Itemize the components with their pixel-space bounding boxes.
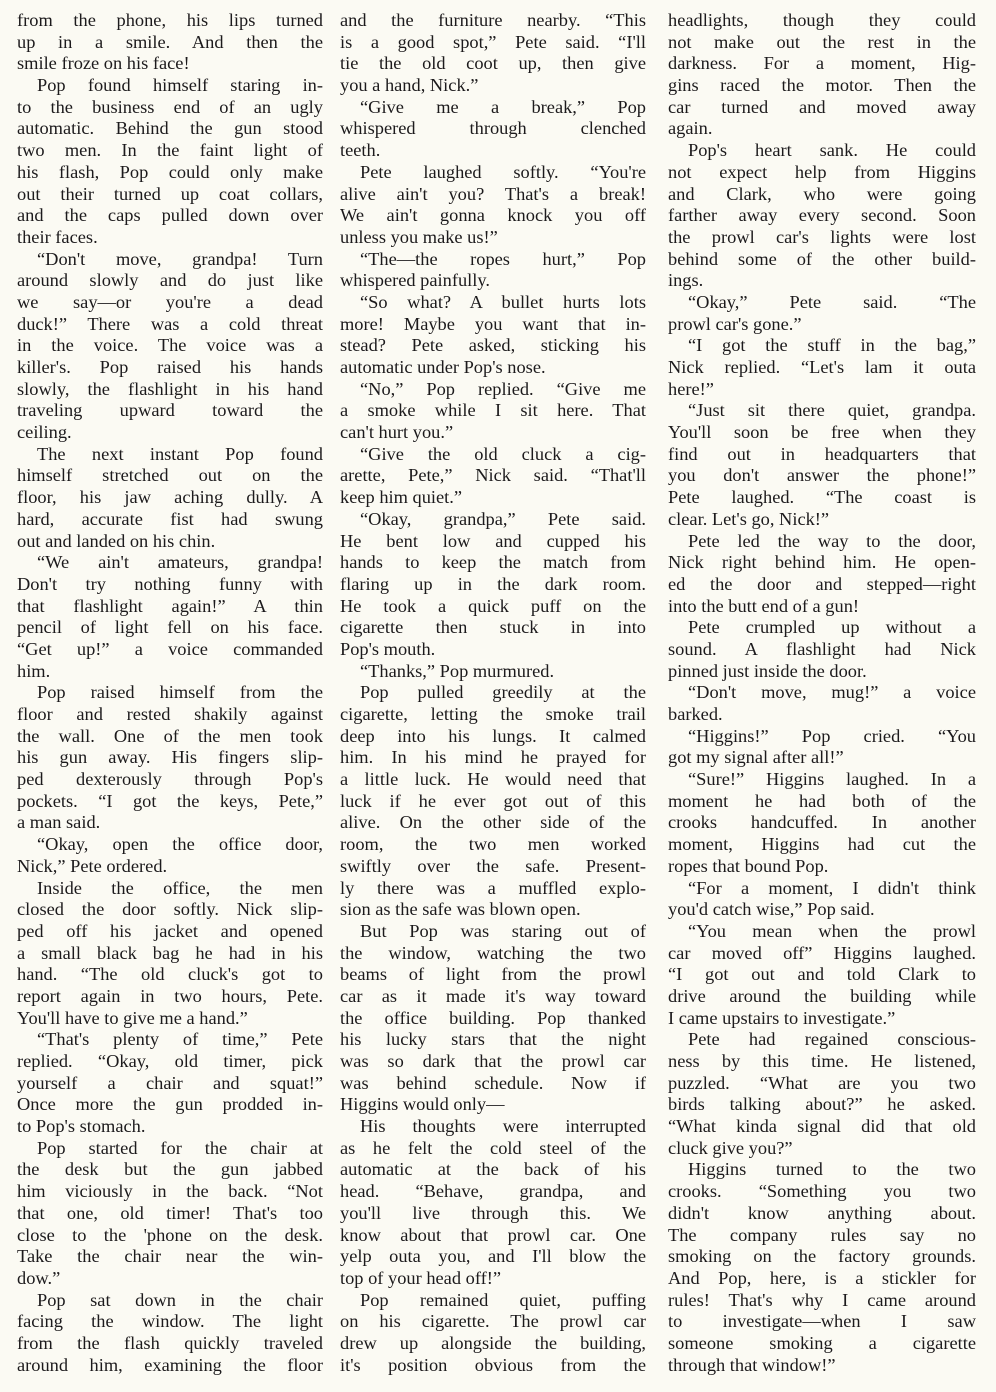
text-line: headlights, though they could: [668, 10, 976, 30]
text-line: Pop found himself staring in-: [37, 75, 323, 96]
text-line: “Okay, open the office door,: [37, 834, 323, 855]
text-line: we say—or you're a dead: [17, 291, 323, 312]
text-line: darkness. For a moment, Hig-: [668, 53, 976, 74]
text-line: car turned and moved away: [668, 96, 976, 117]
text-line: barked.: [668, 704, 723, 724]
paragraph: [668, 878, 976, 921]
text-line: Pete laughed softly. “You're: [360, 161, 646, 182]
text-line: find out in headquarters that: [668, 443, 976, 464]
text-line: We ain't gonna knock you off: [340, 205, 646, 226]
text-line: He took a quick puff on the: [340, 595, 646, 616]
text-line: “For a moment, I didn't think: [688, 877, 976, 898]
text-line: gins raced the motor. Then the: [668, 75, 976, 96]
text-line: “No,” Pop replied. “Give me: [360, 378, 646, 399]
text-line: his lucky stars that the night: [340, 1029, 646, 1050]
text-line: Pop's mouth.: [340, 638, 436, 659]
text-line: out their turned up coat collars,: [17, 183, 323, 204]
text-line: to investigate—when I saw: [668, 1311, 976, 1332]
text-line: tie the old coot up, then give: [340, 53, 646, 74]
paragraph: [668, 10, 976, 140]
text-line: “We ain't amateurs, grandpa!: [37, 552, 323, 573]
text-line: “Thanks,” Pop murmured.: [360, 660, 555, 681]
text-line: can't hurt you.”: [340, 422, 454, 443]
text-line: Don't try nothing funny with: [17, 573, 323, 594]
paragraph: [17, 878, 323, 1030]
paragraph: [340, 1290, 646, 1377]
text-line: Pop remained quiet, puffing: [360, 1289, 646, 1310]
paragraph: [668, 1029, 976, 1159]
text-line: unless you make us!”: [340, 226, 498, 247]
text-line: his flash, Pop could only make: [17, 161, 323, 182]
text-line: “Just sit there quiet, grandpa.: [688, 400, 976, 421]
text-line: and the caps pulled down over: [17, 205, 323, 226]
text-line: someone smoking a cigarette: [668, 1332, 976, 1353]
paragraph: [668, 140, 976, 292]
text-line: cigarette then stuck in into: [340, 617, 646, 638]
text-line: hard, accurate fist had swung: [17, 508, 323, 529]
text-line: a man said.: [17, 812, 101, 833]
paragraph: [17, 444, 323, 552]
text-line: beams of light from the prowl: [340, 964, 646, 985]
paragraph: [668, 1159, 976, 1376]
text-line: out and landed on his chin.: [17, 530, 216, 551]
text-line: The next instant Pop found: [37, 443, 323, 464]
text-line: drew up alongside the building,: [340, 1332, 646, 1353]
text-line: traveling upward toward the: [17, 400, 323, 421]
text-line: the desk but the gun jabbed: [17, 1159, 323, 1180]
text-line: automatic. Behind the gun stood: [17, 118, 323, 139]
text-line: Take the chair near the win-: [17, 1246, 323, 1267]
text-line: “The—the ropes hurt,” Pop: [360, 248, 646, 269]
paragraph: [340, 10, 646, 97]
text-line: ly there was a muffled explo-: [340, 877, 646, 898]
paragraph: [340, 162, 646, 249]
paragraph: [17, 1029, 323, 1137]
text-line: on his cigarette. The prowl car: [340, 1311, 646, 1332]
paragraph: [17, 682, 323, 834]
text-line: puzzled. “What are you two: [668, 1072, 976, 1093]
text-line: hands to keep the match from: [340, 552, 646, 573]
text-line: from the phone, his lips turned: [17, 10, 323, 30]
text-line: around him, examining the floor: [17, 1354, 323, 1375]
text-line: “Sure!” Higgins laughed. In a: [688, 769, 976, 790]
text-line: ropes that bound Pop.: [668, 855, 829, 876]
paragraph: [668, 292, 976, 335]
text-line: ped off his jacket and opened: [17, 920, 323, 941]
text-line: Pete crumpled up without a: [688, 617, 976, 638]
text-line: “Give me a break,” Pop: [360, 96, 646, 117]
text-line: smoking on the factory grounds.: [668, 1246, 976, 1267]
text-line: floor, his jaw aching dully. A: [17, 487, 323, 508]
text-line: room, the two men worked: [340, 834, 646, 855]
paragraph: [340, 444, 646, 509]
text-line: cluck give you?”: [668, 1137, 793, 1158]
text-line: him viciously in the back. “Not: [17, 1181, 323, 1202]
text-line: behind some of the other build-: [668, 248, 976, 269]
text-line: replied. “Okay, old timer, pick: [17, 1051, 323, 1071]
text-line: “Higgins!” Pop cried. “You: [688, 725, 976, 746]
text-line: stead? Pete asked, sticking his: [340, 335, 646, 356]
text-line: sion as the safe was blown open.: [340, 899, 581, 920]
text-line: to the business end of an ugly: [17, 96, 323, 117]
text-line: Pete led the way to the door,: [688, 530, 976, 551]
text-line: is a good spot,” Pete said. “I'll: [340, 31, 646, 52]
text-line: again.: [668, 118, 713, 139]
text-line: yourself a chair and squat!”: [17, 1072, 323, 1093]
text-line: killer's. Pop raised his hands: [17, 357, 323, 377]
text-line: clear. Let's go, Nick!”: [668, 508, 830, 529]
text-line: close to the 'phone on the desk.: [17, 1224, 323, 1245]
text-line: “Give the old cluck a cig-: [360, 443, 646, 464]
text-line: sound. A flashlight had Nick: [668, 638, 976, 659]
text-line: car moved off” Higgins laughed.: [668, 942, 976, 963]
paragraph: [17, 1138, 323, 1290]
text-line: deep into his lungs. It calmed: [340, 725, 646, 746]
text-line: you a hand, Nick.”: [340, 75, 479, 96]
text-line: yelp outa you, and I'll blow the: [340, 1246, 646, 1267]
text-line: “Don't move, mug!” a voice: [688, 682, 976, 703]
text-column-3: [668, 10, 976, 1376]
text-line: moment, Higgins had cut the: [668, 834, 976, 855]
text-line: know about that prowl car. One: [340, 1224, 646, 1245]
text-line: pockets. “I got the keys, Pete,”: [17, 790, 323, 811]
text-line: Pop raised himself from the: [37, 682, 323, 703]
text-line: his gun away. His fingers slip-: [17, 747, 323, 768]
text-line: You'll have to give me a hand.”: [17, 1007, 248, 1028]
text-line: not make out the rest in the: [668, 31, 976, 52]
text-column-2: [340, 10, 646, 1376]
text-line: closed the door softly. Nick slip-: [17, 899, 323, 920]
paragraph: [668, 726, 976, 769]
text-line: The company rules say no: [668, 1224, 976, 1245]
text-line: prowl car's gone.”: [668, 313, 802, 334]
text-line: Pop pulled greedily at the: [360, 682, 646, 703]
text-line: him. In his mind he prayed for: [340, 747, 646, 768]
paragraph: [340, 379, 646, 444]
paragraph: [668, 682, 976, 725]
text-line: ed the door and stepped—right: [668, 573, 976, 594]
text-line: their faces.: [17, 226, 98, 247]
text-line: alive. On the other side of the: [340, 812, 646, 833]
text-line: Inside the office, the men: [37, 877, 323, 898]
text-line: ness by this time. He listened,: [668, 1051, 976, 1071]
text-line: “Okay,” Pete said. “The: [688, 291, 976, 312]
text-line: hand. “The old cluck's got to: [17, 964, 323, 985]
text-line: He bent low and cupped his: [340, 530, 646, 551]
text-line: and the furniture nearby. “This: [340, 10, 646, 30]
text-line: through that window!”: [668, 1354, 836, 1375]
text-line: keep him quiet.”: [340, 487, 463, 508]
text-line: ped dexterously through Pop's: [17, 769, 323, 790]
text-line: luck if he ever got out of this: [340, 790, 646, 811]
paragraph: [668, 921, 976, 1029]
text-line: “You mean when the prowl: [688, 920, 976, 941]
text-line: more! Maybe you want that in-: [340, 313, 646, 334]
text-line: “I got out and told Clark to: [668, 964, 976, 985]
text-line: alive ain't you? That's a break!: [340, 183, 646, 204]
paragraph: [340, 292, 646, 379]
paragraph: [17, 552, 323, 682]
paragraph: [17, 75, 323, 249]
paragraph: [17, 834, 323, 877]
paragraph: [340, 97, 646, 162]
text-line: Pete laughed. “The coast is: [668, 487, 976, 508]
paragraph: [340, 509, 646, 661]
text-line: duck!” There was a cold threat: [17, 313, 323, 334]
text-line: rules! That's why I came around: [668, 1289, 976, 1310]
text-line: “I got the stuff in the bag,”: [688, 335, 976, 356]
text-line: But Pop was staring out of: [360, 920, 646, 941]
text-line: “So what? A bullet hurts lots: [360, 291, 646, 312]
text-line: “Get up!” a voice commanded: [17, 638, 323, 659]
text-line: that flashlight again!” A thin: [17, 595, 323, 616]
text-line: automatic at the back of his: [340, 1159, 646, 1180]
text-line: Pop's heart sank. He could: [688, 140, 976, 161]
text-line: swiftly over the safe. Present-: [340, 855, 646, 876]
text-line: the wall. One of the men took: [17, 725, 323, 746]
text-line: up in a smile. And then the: [17, 31, 323, 52]
paragraph: [340, 682, 646, 921]
text-line: two men. In the faint light of: [17, 140, 323, 161]
text-line: the prowl car's lights were lost: [668, 226, 976, 247]
text-line: His thoughts were interrupted: [360, 1116, 646, 1137]
text-line: “What kinda signal did that old: [668, 1116, 976, 1137]
text-line: Nick right behind him. He open-: [668, 552, 976, 573]
text-line: a smoke while I sit here. That: [340, 400, 646, 421]
text-line: whispered through clenched: [340, 118, 646, 139]
text-line: pencil of light fell on his face.: [17, 617, 323, 638]
paragraph: [668, 531, 976, 618]
text-line: And Pop, here, is a stickler for: [668, 1267, 976, 1288]
text-line: ceiling.: [17, 422, 72, 443]
paragraph: [17, 249, 323, 444]
text-line: slowly, the flashlight in his hand: [17, 378, 323, 399]
text-line: dow.”: [17, 1267, 61, 1288]
paragraph: [668, 769, 976, 877]
text-line: drive around the building while: [668, 985, 976, 1006]
text-line: as he felt the cold steel of the: [340, 1137, 646, 1158]
text-line: ings.: [668, 270, 704, 291]
text-line: the office building. Pop thanked: [340, 1007, 646, 1028]
text-line: you'll live through this. We: [340, 1202, 646, 1223]
text-line: “Don't move, grandpa! Turn: [37, 248, 323, 269]
text-line: facing the window. The light: [17, 1311, 323, 1332]
paragraph: [340, 249, 646, 292]
text-line: top of your head off!”: [340, 1267, 502, 1288]
text-line: him.: [17, 660, 51, 681]
text-line: from the flash quickly traveled: [17, 1332, 323, 1353]
text-line: flaring up in the dark room.: [340, 573, 646, 594]
text-line: the window, watching the two: [340, 942, 646, 963]
text-line: didn't know anything about.: [668, 1202, 976, 1223]
text-line: floor and rested shakily against: [17, 704, 323, 724]
text-line: around slowly and do just like: [17, 270, 323, 291]
text-line: whispered painfully.: [340, 270, 490, 291]
text-line: you'd catch wise,” Pop said.: [668, 899, 875, 920]
text-line: that one, old timer! That's too: [17, 1202, 323, 1223]
text-line: here!”: [668, 378, 714, 399]
paragraph: [340, 1116, 646, 1290]
text-line: report again in two hours, Pete.: [17, 985, 323, 1006]
text-line: himself stretched out on the: [17, 465, 323, 486]
text-line: not expect help from Higgins: [668, 161, 976, 182]
text-line: moment he had both of the: [668, 790, 976, 811]
text-line: You'll soon be free when they: [668, 422, 976, 443]
paragraph: [340, 921, 646, 1116]
paragraph: [340, 661, 646, 683]
text-line: crooks. “Something you two: [668, 1181, 976, 1202]
text-line: Pete had regained conscious-: [688, 1029, 976, 1050]
text-line: Nick,” Pete ordered.: [17, 855, 168, 876]
text-line: Pop started for the chair at: [37, 1137, 323, 1158]
paragraph: [668, 335, 976, 400]
text-line: automatic under Pop's nose.: [340, 357, 546, 377]
text-line: cigarette, letting the smoke trail: [340, 704, 646, 724]
text-line: crooks handcuffed. In another: [668, 812, 976, 833]
text-line: a little luck. He would need that: [340, 769, 646, 790]
text-line: in the voice. The voice was a: [17, 335, 323, 356]
text-line: was behind schedule. Now if: [340, 1072, 646, 1093]
paragraph: [17, 1290, 323, 1377]
text-line: car as it made it's way toward: [340, 985, 646, 1006]
text-line: into the butt end of a gun!: [668, 595, 860, 616]
text-line: head. “Behave, grandpa, and: [340, 1181, 646, 1202]
text-line: it's position obvious from the: [340, 1354, 646, 1375]
text-line: teeth.: [340, 140, 381, 161]
text-line: pinned just inside the door.: [668, 660, 867, 681]
text-line: smile froze on his face!: [17, 53, 190, 74]
text-line: “Okay, grandpa,” Pete said.: [360, 508, 646, 529]
text-line: “That's plenty of time,” Pete: [37, 1029, 323, 1050]
text-line: arette, Pete,” Nick said. “That'll: [340, 465, 646, 486]
text-line: Pop sat down in the chair: [37, 1289, 323, 1310]
text-line: farther away every second. Soon: [668, 205, 976, 226]
text-line: a small black bag he had in his: [17, 942, 323, 963]
text-line: Higgins turned to the two: [688, 1159, 976, 1180]
text-line: Higgins would only—: [340, 1094, 505, 1115]
paragraph: [668, 400, 976, 530]
text-line: was so dark that the prowl car: [340, 1051, 646, 1071]
text-line: got my signal after all!”: [668, 747, 844, 768]
text-column-1: [17, 10, 323, 1376]
text-line: to Pop's stomach.: [17, 1116, 146, 1137]
text-line: I came upstairs to investigate.”: [668, 1007, 896, 1028]
paragraph: [17, 10, 323, 75]
text-line: Once more the gun prodded in-: [17, 1094, 323, 1115]
text-line: and Clark, who were going: [668, 183, 976, 204]
text-line: Nick replied. “Let's lam it outa: [668, 357, 976, 377]
paragraph: [668, 617, 976, 682]
text-line: you don't answer the phone!”: [668, 465, 976, 486]
text-line: birds talking about?” he asked.: [668, 1094, 976, 1115]
